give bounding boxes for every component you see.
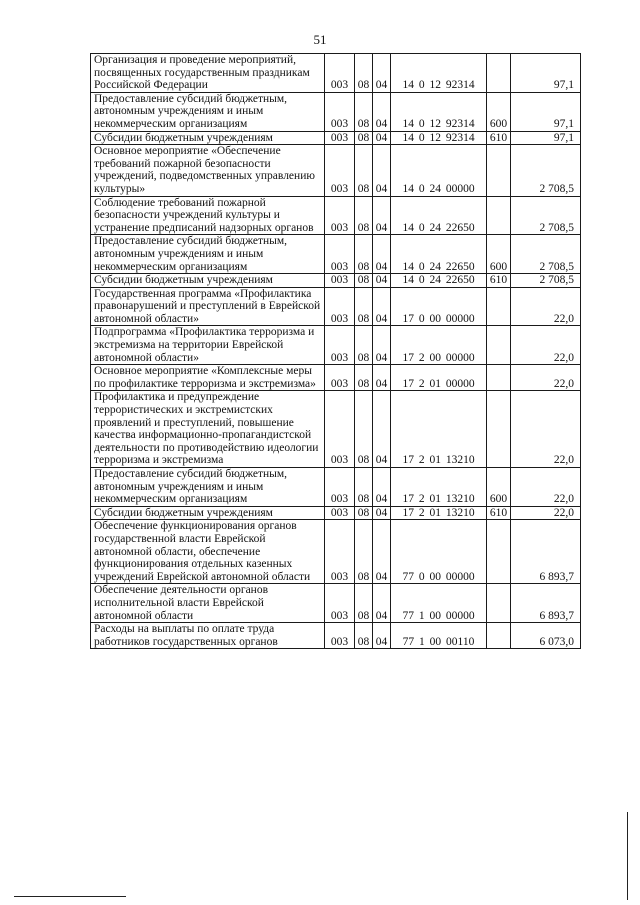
- row-subsection-code: 04: [373, 287, 391, 326]
- row-amount: 22,0: [511, 468, 581, 507]
- table-row: [91, 235, 581, 274]
- row-amount: 22,0: [511, 287, 581, 326]
- row-amount: 6 893,7: [511, 584, 581, 623]
- row-name: Соблюдение требований пожарной безопасности учреждений культуры и устранение предписаний надзорных органов: [91, 196, 325, 235]
- margin-mark: [627, 812, 628, 900]
- row-target-article: 77 0 00 00000: [391, 520, 487, 584]
- row-subsection-code: 04: [373, 131, 391, 145]
- row-amount: 22,0: [511, 326, 581, 365]
- row-target-article: 14 0 12 92314: [391, 54, 487, 93]
- row-amount: 97,1: [511, 131, 581, 145]
- row-subsection-code: 04: [373, 92, 391, 131]
- row-subsection-code: 04: [373, 468, 391, 507]
- row-target-article: 14 0 24 22650: [391, 196, 487, 235]
- row-amount: 6 893,7: [511, 520, 581, 584]
- row-name: Профилактика и предупреждение террористических и экстремистских проявлений и преступлений, повышение качества информационно-пропагандистской деятельности по противодействию идеологии терроризма и экстремизма: [91, 391, 325, 468]
- row-name: Расходы на выплаты по оплате труда работников государственных органов: [91, 623, 325, 649]
- page-number: 51: [313, 32, 327, 47]
- row-ved-code: 003: [325, 506, 355, 520]
- row-section-code: 08: [355, 131, 373, 145]
- row-section-code: 08: [355, 506, 373, 520]
- row-ved-code: 003: [325, 196, 355, 235]
- row-ved-code: 003: [325, 131, 355, 145]
- row-name: Основное мероприятие «Обеспечение требований пожарной безопасности учреждений, подведомственных управлению культуры»: [91, 145, 325, 196]
- table-row: [91, 468, 581, 507]
- row-expense-type: 600: [487, 92, 511, 131]
- row-name: Основное мероприятие «Комплексные меры по профилактике терроризма и экстремизма»: [91, 365, 325, 391]
- table-row: [91, 196, 581, 235]
- row-name: Субсидии бюджетным учреждениям: [91, 274, 325, 288]
- row-target-article: 14 0 24 22650: [391, 274, 487, 288]
- row-expense-type: 610: [487, 506, 511, 520]
- row-subsection-code: 04: [373, 326, 391, 365]
- row-name: Предоставление субсидий бюджетным, автономным учреждениям и иным некоммерческим организациям: [91, 92, 325, 131]
- row-ved-code: 003: [325, 365, 355, 391]
- row-section-code: 08: [355, 92, 373, 131]
- row-subsection-code: 04: [373, 584, 391, 623]
- row-subsection-code: 04: [373, 520, 391, 584]
- row-section-code: 08: [355, 623, 373, 649]
- table-row: [91, 92, 581, 131]
- row-target-article: 17 2 00 00000: [391, 326, 487, 365]
- row-name: Субсидии бюджетным учреждениям: [91, 506, 325, 520]
- row-section-code: 08: [355, 520, 373, 584]
- row-expense-type: [487, 520, 511, 584]
- row-amount: 97,1: [511, 54, 581, 93]
- row-target-article: 14 0 24 00000: [391, 145, 487, 196]
- row-section-code: 08: [355, 196, 373, 235]
- row-expense-type: [487, 391, 511, 468]
- budget-table: [90, 53, 581, 649]
- row-section-code: 08: [355, 274, 373, 288]
- row-expense-type: [487, 623, 511, 649]
- table-row: [91, 326, 581, 365]
- row-name: Государственная программа «Профилактика правонарушений и преступлений в Еврейской автономной области»: [91, 287, 325, 326]
- row-section-code: 08: [355, 326, 373, 365]
- row-amount: 22,0: [511, 365, 581, 391]
- table-row: [91, 54, 581, 93]
- row-target-article: 17 2 01 13210: [391, 391, 487, 468]
- row-amount: 2 708,5: [511, 145, 581, 196]
- row-subsection-code: 04: [373, 506, 391, 520]
- row-expense-type: [487, 54, 511, 93]
- row-ved-code: 003: [325, 235, 355, 274]
- table-body: [91, 54, 581, 649]
- table-row: [91, 365, 581, 391]
- row-name: Обеспечение деятельности органов исполнительной власти Еврейской автономной области: [91, 584, 325, 623]
- row-target-article: 17 2 01 13210: [391, 468, 487, 507]
- row-name: Предоставление субсидий бюджетным, автономным учреждениям и иным некоммерческим организациям: [91, 468, 325, 507]
- row-amount: 97,1: [511, 92, 581, 131]
- row-ved-code: 003: [325, 391, 355, 468]
- row-section-code: 08: [355, 145, 373, 196]
- row-target-article: 17 0 00 00000: [391, 287, 487, 326]
- table-row: [91, 145, 581, 196]
- row-ved-code: 003: [325, 274, 355, 288]
- table-row: [91, 391, 581, 468]
- row-ved-code: 003: [325, 468, 355, 507]
- row-section-code: 08: [355, 468, 373, 507]
- row-expense-type: [487, 584, 511, 623]
- row-expense-type: [487, 196, 511, 235]
- row-target-article: 14 0 12 92314: [391, 131, 487, 145]
- table-row: [91, 506, 581, 520]
- row-target-article: 14 0 12 92314: [391, 92, 487, 131]
- row-subsection-code: 04: [373, 391, 391, 468]
- row-section-code: 08: [355, 54, 373, 93]
- table-row: [91, 274, 581, 288]
- table-row: [91, 584, 581, 623]
- row-name: Предоставление субсидий бюджетным, автономным учреждениям и иным некоммерческим организациям: [91, 235, 325, 274]
- row-target-article: 77 1 00 00000: [391, 584, 487, 623]
- row-subsection-code: 04: [373, 145, 391, 196]
- row-subsection-code: 04: [373, 196, 391, 235]
- row-target-article: 14 0 24 22650: [391, 235, 487, 274]
- table-row: [91, 131, 581, 145]
- row-amount: 6 073,0: [511, 623, 581, 649]
- row-subsection-code: 04: [373, 274, 391, 288]
- row-expense-type: 610: [487, 131, 511, 145]
- row-ved-code: 003: [325, 623, 355, 649]
- row-subsection-code: 04: [373, 235, 391, 274]
- table-row: [91, 287, 581, 326]
- row-name: Субсидии бюджетным учреждениям: [91, 131, 325, 145]
- row-expense-type: [487, 326, 511, 365]
- row-name: Обеспечение функционирования органов государственной власти Еврейской автономной области, обеспечение функционирования отдельных казенных учреждений Еврейской автономной области: [91, 520, 325, 584]
- row-expense-type: [487, 365, 511, 391]
- row-section-code: 08: [355, 235, 373, 274]
- row-ved-code: 003: [325, 287, 355, 326]
- row-ved-code: 003: [325, 520, 355, 584]
- row-section-code: 08: [355, 287, 373, 326]
- row-expense-type: 600: [487, 235, 511, 274]
- row-expense-type: [487, 145, 511, 196]
- footer-rule: [14, 896, 126, 897]
- row-subsection-code: 04: [373, 623, 391, 649]
- row-amount: 2 708,5: [511, 274, 581, 288]
- row-section-code: 08: [355, 584, 373, 623]
- row-section-code: 08: [355, 365, 373, 391]
- row-amount: 2 708,5: [511, 235, 581, 274]
- row-target-article: 17 2 01 00000: [391, 365, 487, 391]
- row-subsection-code: 04: [373, 365, 391, 391]
- table-row: [91, 520, 581, 584]
- row-amount: 22,0: [511, 506, 581, 520]
- row-target-article: 17 2 01 13210: [391, 506, 487, 520]
- row-ved-code: 003: [325, 92, 355, 131]
- row-subsection-code: 04: [373, 54, 391, 93]
- row-amount: 22,0: [511, 391, 581, 468]
- row-amount: 2 708,5: [511, 196, 581, 235]
- row-expense-type: 600: [487, 468, 511, 507]
- row-name: Организация и проведение мероприятий, посвященных государственным праздникам Российской Федерации: [91, 54, 325, 93]
- row-ved-code: 003: [325, 584, 355, 623]
- table-row: [91, 623, 581, 649]
- row-ved-code: 003: [325, 145, 355, 196]
- row-name: Подпрограмма «Профилактика терроризма и экстремизма на территории Еврейской автономной области»: [91, 326, 325, 365]
- row-ved-code: 003: [325, 326, 355, 365]
- row-target-article: 77 1 00 00110: [391, 623, 487, 649]
- row-section-code: 08: [355, 391, 373, 468]
- row-expense-type: [487, 287, 511, 326]
- row-expense-type: 610: [487, 274, 511, 288]
- row-ved-code: 003: [325, 54, 355, 93]
